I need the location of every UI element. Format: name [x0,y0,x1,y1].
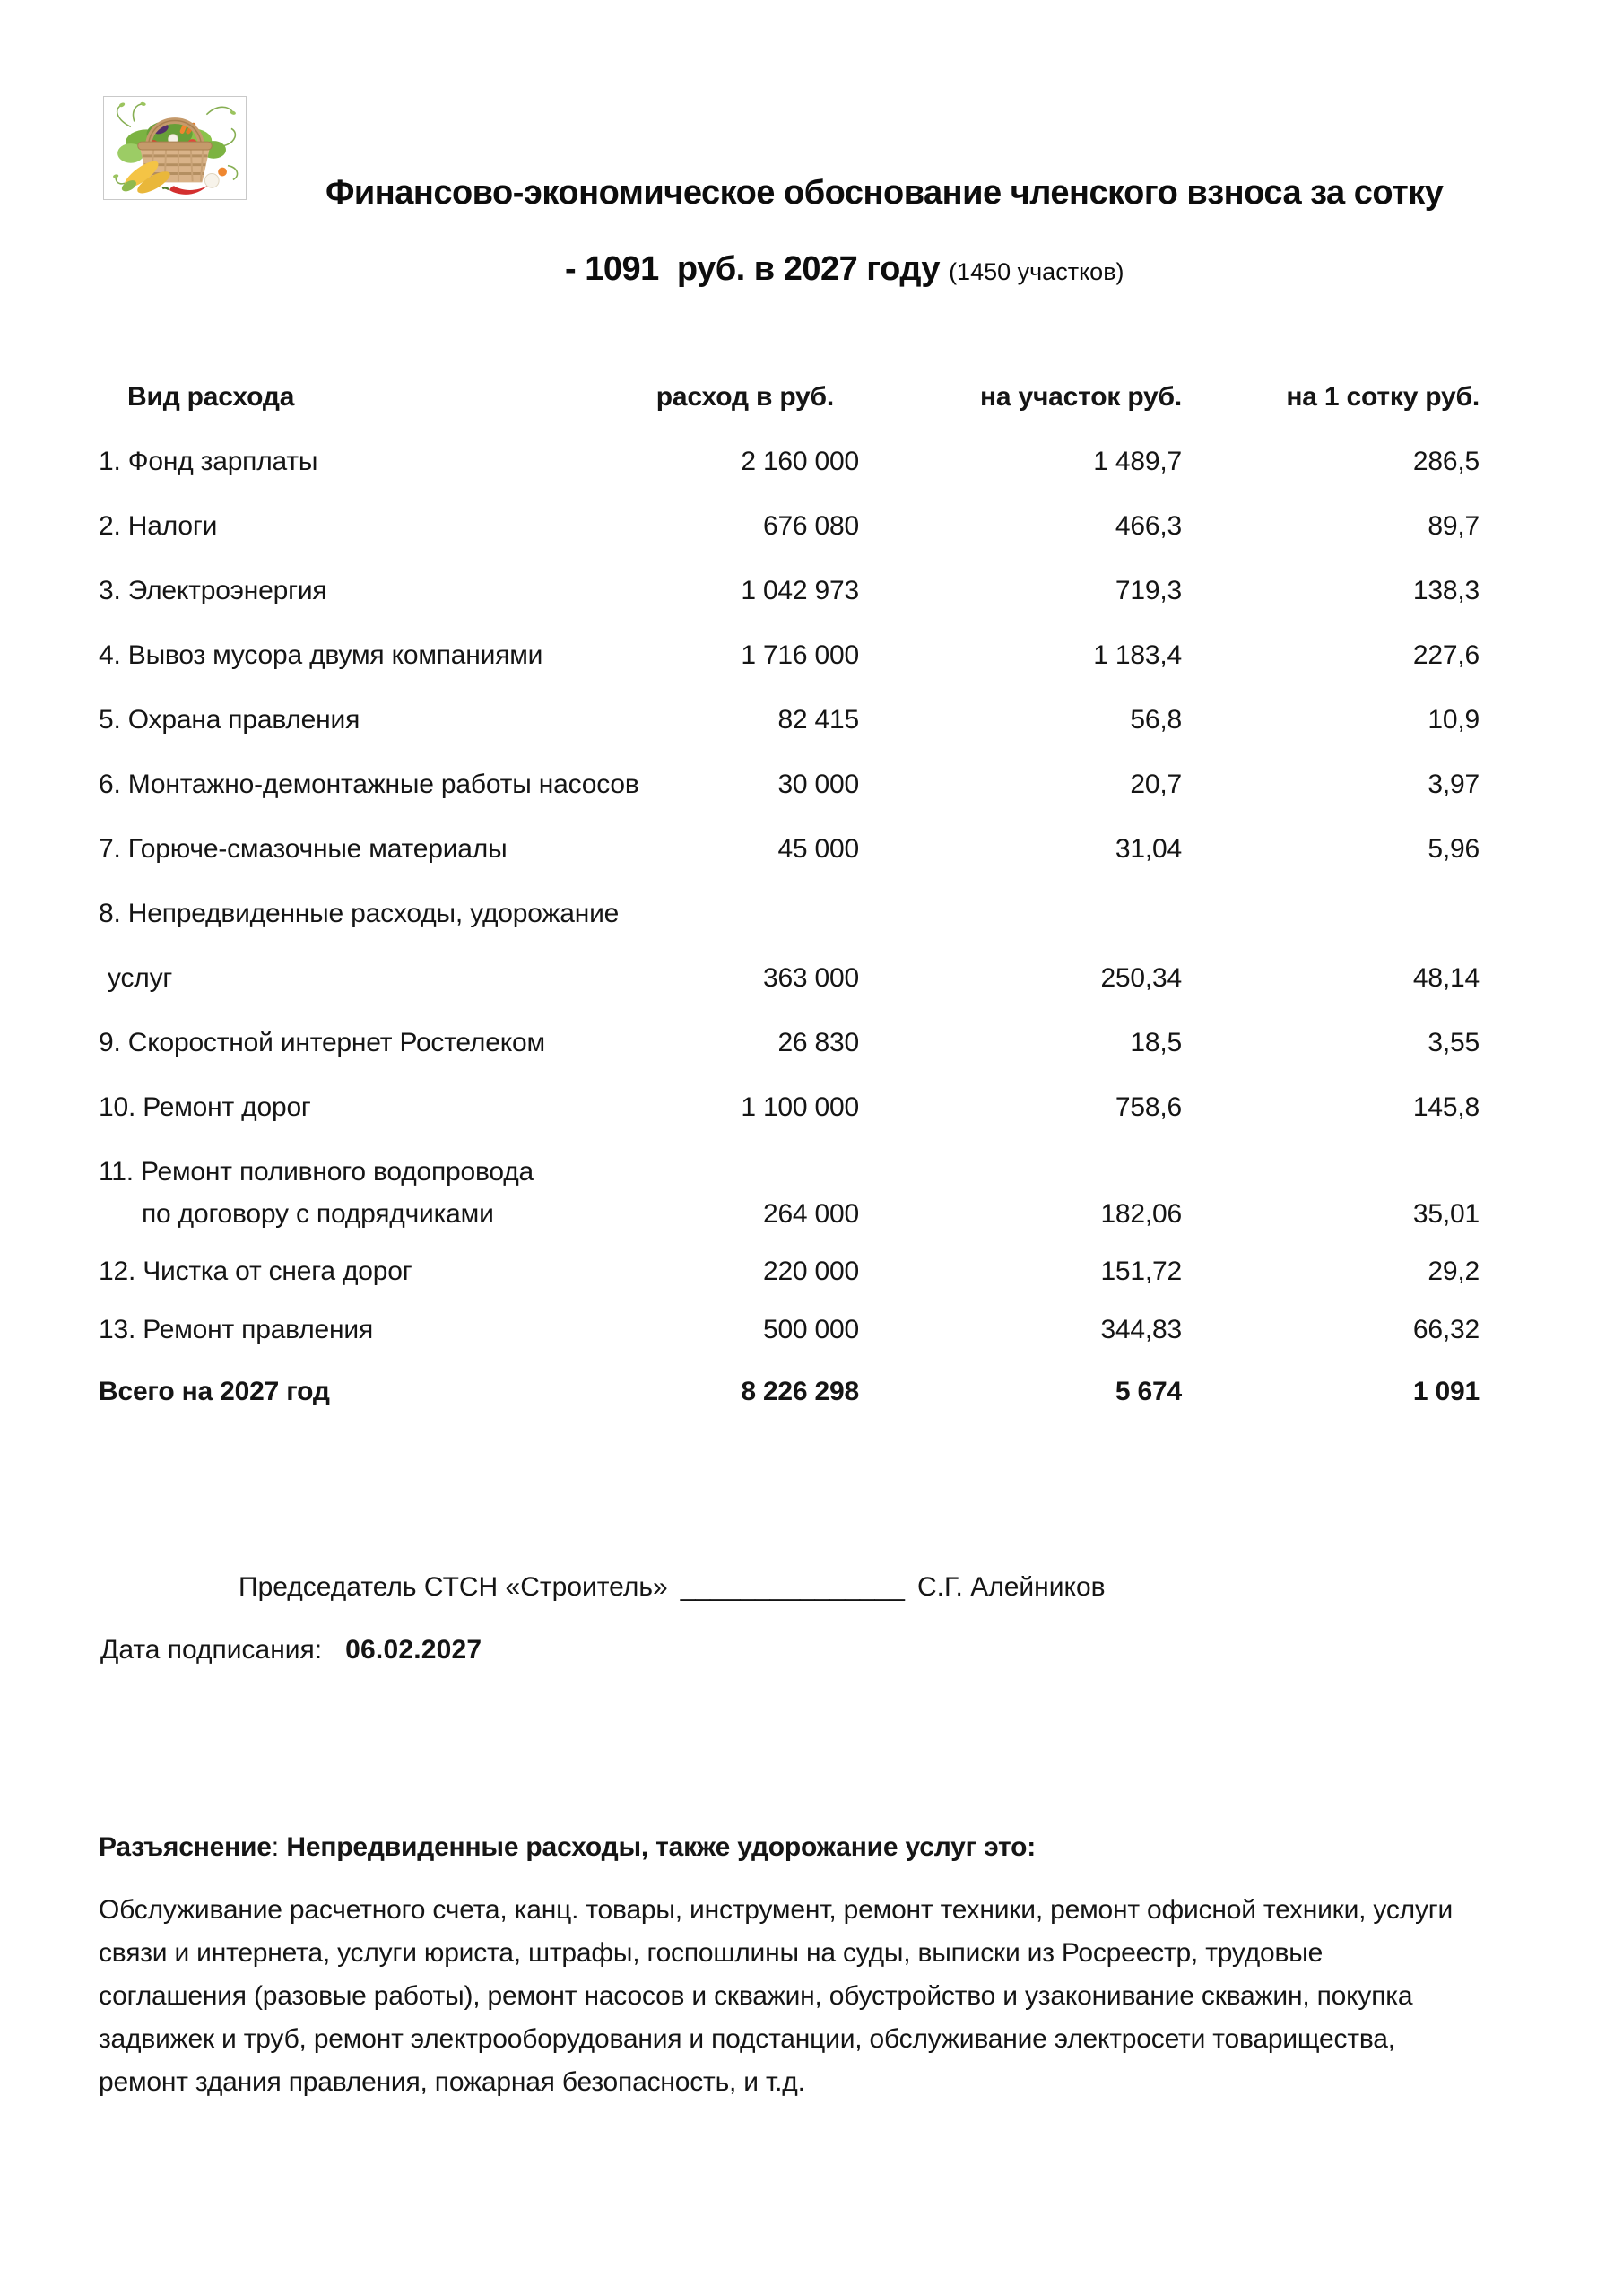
table-row [99,576,1480,606]
row-expense: 264 000 [762,1199,859,1229]
table-row [99,770,1480,800]
row-per-sotka [1182,1157,1480,1187]
row-label: 11. Ремонт поливного водопровода [99,1157,534,1187]
row-per-plot [859,1157,1182,1187]
row-expense: 1 100 000 [741,1092,859,1122]
row-expense: 220 000 [762,1257,859,1286]
row-per-plot: 18,5 [1130,1028,1182,1057]
row-per-plot: 719,3 [1115,576,1182,605]
table-row [99,1257,1480,1287]
row-expense: 2 160 000 [741,447,859,476]
row-label: 3. Электроэнергия [99,576,327,605]
row-expense: 45 000 [777,834,859,864]
row-per-plot: 20,7 [1130,770,1182,799]
explanation-heading-colon: : [271,1832,287,1862]
table-row [99,899,1480,929]
signing-date-value: 06.02.2027 [345,1635,482,1665]
row-per-sotka: 35,01 [1412,1199,1480,1229]
row-label: 2. Налоги [99,511,218,541]
row-per-sotka: 286,5 [1412,447,1480,476]
row-per-sotka: 89,7 [1428,511,1480,541]
explanation-heading [99,1831,1036,1864]
row-per-sotka: 48,14 [1412,963,1480,993]
table-row [99,511,1480,542]
row-per-plot: 151,72 [1100,1257,1182,1286]
total-per-plot: 5 674 [1115,1377,1182,1406]
row-expense: 30 000 [777,770,859,799]
row-expense: 500 000 [762,1315,859,1344]
signing-date-label: Дата подписания: [100,1635,323,1665]
signer-role: Председатель СТСН «Строитель» [239,1572,668,1602]
table-row [99,834,1480,865]
row-label: услуг [108,963,173,993]
row-expense: 1 716 000 [741,640,859,670]
row-per-plot: 56,8 [1130,705,1182,735]
row-per-plot: 344,83 [1100,1315,1182,1344]
document-subtitle [565,248,1124,292]
column-header-expense-rub: расход в руб. [655,382,834,412]
table-row [99,640,1480,671]
row-label: по договору с подрядчиками [142,1199,494,1229]
row-per-plot [859,899,1182,929]
vegetable-basket-logo [103,96,247,200]
row-per-plot: 1 489,7 [1093,447,1182,476]
row-label: 4. Вывоз мусора двумя компаниями [99,640,543,670]
subtitle-amount: - 1091 руб. в 2027 году [565,250,941,288]
table-header-row [99,382,1480,413]
row-label: 9. Скоростной интернет Ростелеком [99,1028,545,1057]
subtitle-participants-note: (1450 участков) [949,258,1124,285]
row-expense: 676 080 [762,511,859,541]
row-expense [655,899,859,929]
vegetable-basket-icon [104,97,246,199]
row-label: 13. Ремонт правления [99,1315,373,1344]
signature-blank: _______________ [680,1572,905,1602]
row-per-plot: 250,34 [1100,963,1182,993]
table-total-row [99,1377,1480,1407]
column-header-expense-type: Вид расхода [127,382,295,412]
row-per-plot: 31,04 [1115,834,1182,864]
row-expense: 26 830 [777,1028,859,1057]
total-label: Всего на 2027 год [99,1377,330,1406]
document-title: Финансово-экономическое обоснование членского взноса за сотку [325,174,1444,212]
signature-line [239,1571,1106,1604]
table-row [99,447,1480,477]
row-expense: 82 415 [777,705,859,735]
row-per-sotka: 3,97 [1428,770,1480,799]
table-row [99,1157,1480,1187]
row-label: 10. Ремонт дорог [99,1092,311,1122]
expense-table [99,382,1480,1441]
table-row [99,963,1480,994]
table-row [99,1092,1480,1123]
row-per-plot: 182,06 [1100,1199,1182,1229]
row-per-sotka: 29,2 [1428,1257,1480,1286]
signing-date-line [100,1634,482,1666]
table-row [99,1315,1480,1345]
total-expense: 8 226 298 [741,1377,859,1406]
row-per-sotka [1182,899,1480,929]
signer-name: С.Г. Алейников [916,1572,1106,1602]
row-label: 5. Охрана правления [99,705,360,735]
row-expense: 363 000 [762,963,859,993]
row-per-sotka: 5,96 [1428,834,1480,864]
total-per-sotka: 1 091 [1412,1377,1480,1406]
row-per-sotka: 3,55 [1428,1028,1480,1057]
row-expense [655,1157,859,1187]
row-label: 6. Монтажно-демонтажные работы насосов [99,770,639,799]
row-expense: 1 042 973 [741,576,859,605]
table-row [99,705,1480,735]
row-per-sotka: 227,6 [1412,640,1480,670]
column-header-per-sotka: на 1 сотку руб. [1286,382,1480,412]
row-per-plot: 1 183,4 [1093,640,1182,670]
row-per-sotka: 138,3 [1412,576,1480,605]
column-header-per-plot: на участок руб. [979,382,1182,412]
row-label: 8. Непредвиденные расходы, удорожание [99,899,620,928]
row-per-sotka: 66,32 [1412,1315,1480,1344]
row-per-sotka: 10,9 [1428,705,1480,735]
row-per-plot: 758,6 [1115,1092,1182,1122]
explanation-heading-rest: Непредвиденные расходы, также удорожание услуг это: [286,1832,1037,1862]
explanation-heading-lead: Разъяснение [99,1832,272,1862]
explanation-text: Обслуживание расчетного счета, канц. товары, инструмент, ремонт техники, ремонт офисной техники, услуги связи и интернета, услуги юриста, штрафы, госпошлины на суды, выписки из Росреестр, трудовые соглашения (разовые работы), ремонт насосов и скважин, обустройство и узаконивание скважин, покупка задвижек и труб, ремонт электрооборудования и подстанции, обслуживание электросети товарищества, ремонт здания правления, пожарная безопасность, и т.д. [99,1895,1454,2097]
row-per-sotka: 145,8 [1412,1092,1480,1122]
table-row [99,1199,1480,1230]
row-per-plot: 466,3 [1115,511,1182,541]
table-row [99,1028,1480,1058]
row-label: 7. Горюче-смазочные материалы [99,834,508,864]
row-label: 12. Чистка от снега дорог [99,1257,412,1286]
row-label: 1. Фонд зарплаты [99,447,318,476]
